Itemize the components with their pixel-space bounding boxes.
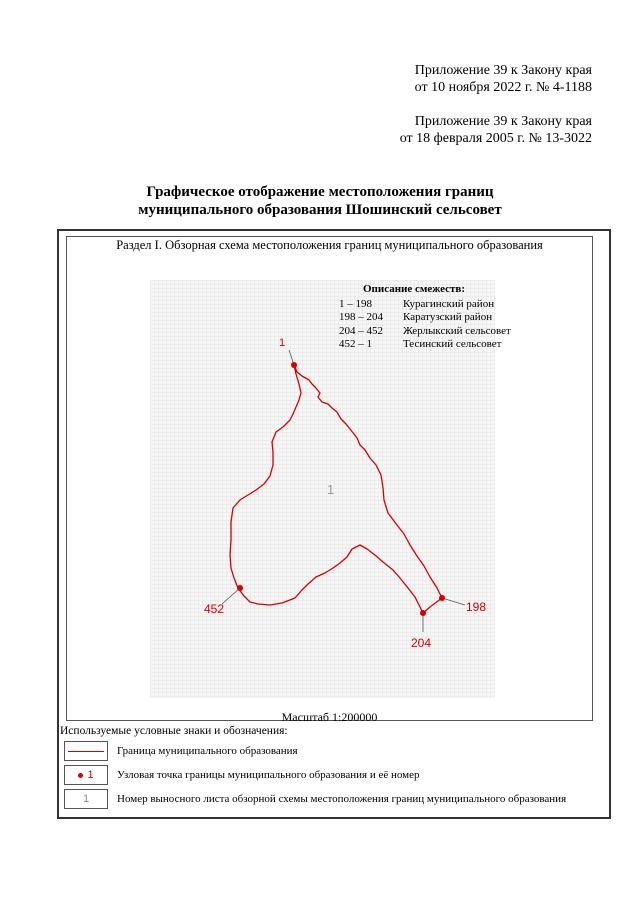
adjacency-row [339, 298, 511, 312]
node-label-198: 198 [466, 600, 487, 614]
header-line-3: Приложение 39 к Закону края [414, 114, 592, 129]
legend-title: Используемые условные знаки и обозначения: [60, 725, 288, 737]
legend-text: Номер выносного листа обзорной схемы местоположения границ муниципального образования [117, 792, 567, 805]
node-point-1 [291, 362, 297, 368]
municipal-boundary [230, 365, 442, 613]
legend-item-node [64, 765, 420, 785]
adjacency-row [339, 338, 511, 352]
node-dot-icon [78, 773, 83, 778]
header-line-4: от 18 февраля 2005 г. № 13-3022 [399, 131, 592, 146]
adjacency-range: 204 – 452 [339, 324, 383, 337]
title-line-1: Графическое отображение местоположения границ [146, 184, 494, 200]
adjacency-row [339, 325, 511, 339]
legend-symbol-sheet [64, 789, 108, 809]
legend-item-sheet [64, 789, 566, 809]
adjacency-name: Жерлыкский сельсовет [403, 324, 511, 337]
node-point-204 [420, 610, 426, 616]
adjacency-range: 1 – 198 [339, 297, 372, 310]
node-point-198 [439, 595, 445, 601]
adjacency-name: Каратузский район [403, 311, 493, 323]
legend-node-number: 1 [87, 769, 94, 781]
adjacency-name: Тесинский сельсовет [403, 338, 502, 350]
adjacency-row [339, 311, 511, 325]
node-label-204: 204 [411, 636, 432, 650]
section-title: Раздел I. Обзорная схема местоположения границ муниципального образования [116, 238, 543, 252]
node-label-452: 452 [204, 602, 225, 616]
legend-sheet-number: 1 [82, 793, 90, 805]
adjacency-name: Курагинский район [403, 297, 495, 310]
map-scale: Масштаб 1:200000 [281, 710, 378, 724]
title-line-2: муниципального образования Шошинский сельсовет [138, 202, 502, 218]
boundary-line-icon [68, 751, 104, 752]
header-line-2: от 10 ноября 2022 г. № 4-1188 [414, 80, 592, 95]
adjacency-title: Описание смежеств: [362, 283, 466, 295]
legend-item-boundary [64, 741, 298, 761]
node-point-452 [237, 585, 243, 591]
legend-symbol-boundary [64, 741, 108, 761]
legend-symbol-node [64, 765, 108, 785]
adjacency-range: 452 – 1 [339, 338, 372, 350]
node-label-1: 1 [279, 337, 286, 349]
sheet-number-label: 1 [327, 482, 335, 497]
legend-text: Узловая точка границы муниципального образования и её номер [117, 768, 420, 781]
adjacency-range: 198 – 204 [339, 311, 383, 323]
adjacency-description [339, 283, 511, 352]
legend-text: Граница муниципального образования [117, 744, 298, 757]
header-line-1: Приложение 39 к Закону края [414, 63, 592, 78]
